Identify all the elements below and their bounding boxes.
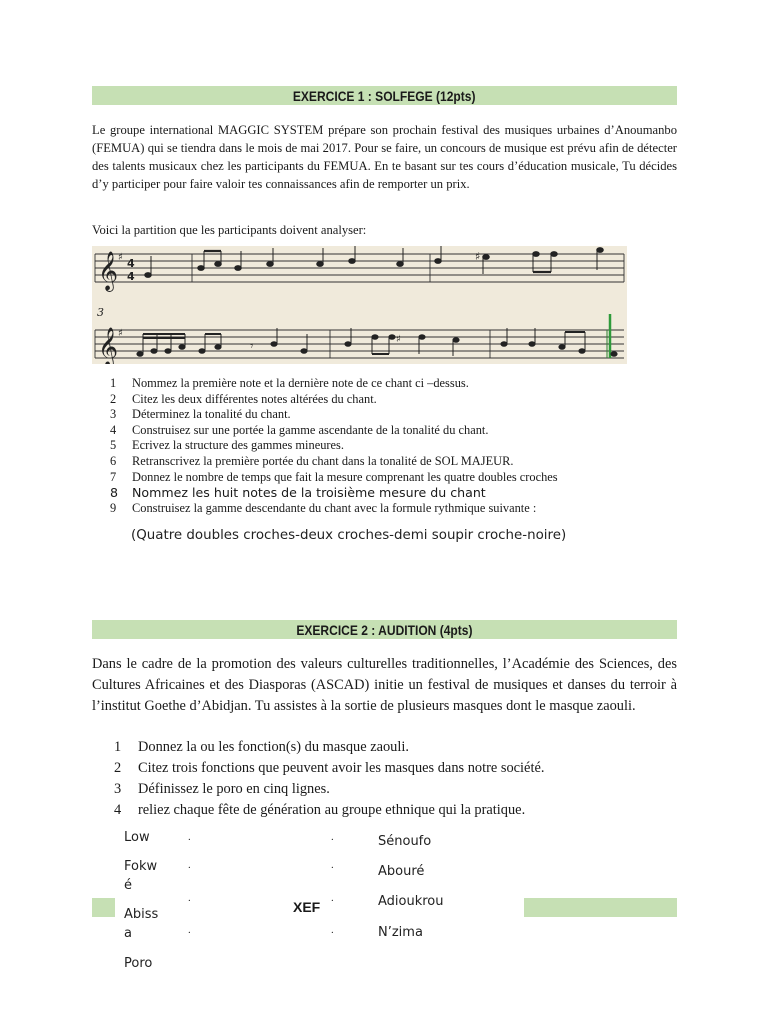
time-signature-bottom: 4: [127, 270, 135, 283]
music-score: [92, 246, 627, 364]
question-item: 3 Définissez le poro en cinq lignes.: [114, 781, 330, 797]
sharp-icon: ♯: [118, 252, 123, 263]
question-item: 2 Citez les deux différentes notes altérées du chant.: [110, 391, 377, 406]
question-item: 8 Nommez les huit notes de la troisième mesure du chant: [110, 485, 486, 501]
question-item: 6 Retranscrivez la première portée du chant dans la tonalité de SOL MAJEUR.: [110, 453, 514, 468]
question-item: 1 Nommez la première note et la dernière note de ce chant ci –dessus.: [110, 376, 469, 390]
exercise-2-title: EXERCICE 2 : AUDITION (4pts): [296, 621, 473, 638]
feast-poro: Poro: [124, 956, 153, 971]
next-exercise-title-fragment: XEF: [293, 899, 320, 915]
exercise-1-title: EXERCICE 1 : SOLFEGE (12pts): [293, 87, 476, 104]
feast-low: Low: [124, 830, 150, 845]
match-dot: .: [188, 859, 191, 871]
question-item: 4 Construisez sur une portée la gamme ascendante de la tonalité du chant.: [110, 422, 489, 437]
treble-clef-icon: 𝄞: [98, 251, 119, 291]
time-signature-top: 4: [127, 257, 135, 270]
measure-number: 3: [97, 306, 104, 319]
match-dot: .: [331, 859, 334, 871]
group-nzima: N’zima: [378, 925, 423, 940]
question-item: 5 Ecrivez la structure des gammes mineures.: [110, 438, 344, 453]
match-dot: .: [188, 831, 191, 843]
music-score-drawing: [92, 246, 627, 364]
group-adioukrou: Adioukrou: [378, 894, 444, 909]
match-dot: .: [331, 924, 334, 936]
question-item: 9 Construisez la gamme descendante du chant avec la formule rythmique suivante :: [110, 500, 537, 515]
match-dot: .: [331, 892, 334, 904]
question-item: 2 Citez trois fonctions que peuvent avoir les masques dans notre société.: [114, 760, 545, 776]
exercise-1-title-band: [92, 86, 677, 105]
exercise-2-questions: [114, 737, 544, 821]
group-senoufo: Sénoufo: [378, 834, 432, 849]
question-item: 4 reliez chaque fête de génération au groupe ethnique qui la pratique.: [114, 802, 526, 818]
treble-clef-icon: 𝄞: [98, 327, 119, 364]
exercise-1-questions: [110, 376, 558, 516]
question-item: 1 Donnez la ou les fonction(s) du masque zaouli.: [114, 739, 409, 755]
rest-icon: 𝄾: [250, 339, 254, 354]
question-item: 7 Donnez le nombre de temps que fait la mesure comprenant les quatre doubles croches: [110, 469, 558, 484]
group-aboure: Abouré: [378, 864, 425, 879]
sharp-icon: ♯: [396, 334, 401, 345]
exercise-2-intro: Dans le cadre de la promotion des valeurs culturelles traditionnelles, l’Académie des Sciences, des Cultures Africaines et des Diasporas (ASCAD) initie un festival de musiques et danses du terroir à l’institut Goethe d’Abidjan. Tu assistes à la sortie de plusieurs masques dont le masque zaouli.: [92, 656, 677, 714]
feast-fokwe: Fokwé: [124, 859, 158, 893]
sharp-icon: ♯: [475, 250, 481, 263]
match-dot: .: [331, 831, 334, 843]
sharp-icon: ♯: [118, 328, 123, 339]
exercise-2-title-band: [92, 620, 677, 639]
exercise-1-intro: Le groupe international MAGGIC SYSTEM prépare son prochain festival des musiques urbaines d’Anoumanbo (FEMUA) qui se tiendra dans le mois de mai 2017. Pour se faire, un concours de musique est prévu afin de détecter des talents musicaux chez les participants du FEMUA. En te basant sur tes cours d’éducation musicale, Tu décides d’y participer pour faire valoir tes connaissances afin de remporter un prix.: [92, 123, 677, 191]
match-dot: .: [188, 924, 191, 936]
question-item: 3 Déterminez la tonalité du chant.: [110, 407, 291, 422]
rhythm-formula: (Quatre doubles croches-deux croches-demi soupir croche-noire): [131, 528, 567, 543]
feast-abissa: Abissa: [124, 907, 159, 941]
match-dot: .: [188, 892, 191, 904]
next-exercise-band-right: [524, 898, 677, 917]
score-intro: Voici la partition que les participants doivent analyser:: [92, 223, 367, 237]
next-exercise-band-left: [92, 898, 115, 917]
